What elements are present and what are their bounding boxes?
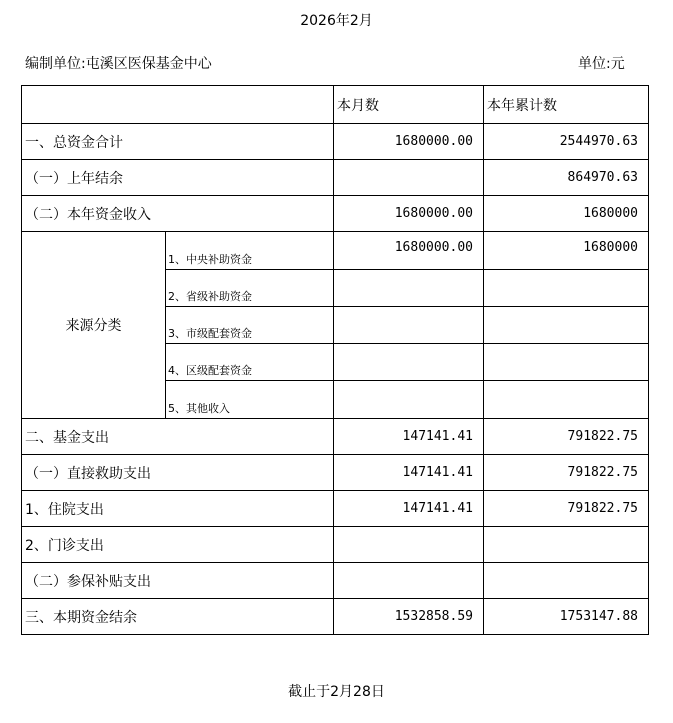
header-year: 本年累计数 — [484, 86, 649, 124]
table-row — [22, 419, 649, 455]
row-month: 1680000.00 — [334, 124, 484, 160]
row-month — [334, 563, 484, 599]
row-month — [334, 160, 484, 196]
row-year: 791822.75 — [484, 419, 649, 455]
source-label: 4、区级配套资金 — [166, 344, 334, 381]
table-row — [22, 527, 649, 563]
fund-report-table — [21, 85, 649, 635]
source-label: 3、市级配套资金 — [166, 307, 334, 344]
table-row — [22, 491, 649, 527]
row-year: 1753147.88 — [484, 599, 649, 635]
row-year — [484, 527, 649, 563]
row-month: 147141.41 — [334, 491, 484, 527]
report-title: 2026年2月 — [300, 13, 373, 29]
row-label: （一）直接救助支出 — [22, 455, 334, 491]
compiling-unit: 编制单位:屯溪区医保基金中心 — [25, 56, 212, 72]
row-month: 147141.41 — [334, 419, 484, 455]
row-year: 1680000 — [484, 196, 649, 232]
source-year — [484, 344, 649, 381]
table-header-row — [22, 86, 649, 124]
source-month — [334, 307, 484, 344]
row-label: 二、基金支出 — [22, 419, 334, 455]
row-label: 一、总资金合计 — [22, 124, 334, 160]
row-year: 791822.75 — [484, 491, 649, 527]
source-year — [484, 270, 649, 307]
row-year: 2544970.63 — [484, 124, 649, 160]
source-label: 2、省级补助资金 — [166, 270, 334, 307]
row-label: 三、本期资金结余 — [22, 599, 334, 635]
row-label: （二）参保补贴支出 — [22, 563, 334, 599]
row-year: 791822.75 — [484, 455, 649, 491]
row-label: （二）本年资金收入 — [22, 196, 334, 232]
source-year — [484, 307, 649, 344]
source-month: 1680000.00 — [334, 232, 484, 270]
row-year: 864970.63 — [484, 160, 649, 196]
row-label: 1、住院支出 — [22, 491, 334, 527]
header-blank-cell — [22, 86, 334, 124]
table-row — [22, 232, 649, 270]
table-row — [22, 196, 649, 232]
source-year: 1680000 — [484, 232, 649, 270]
table-row — [22, 160, 649, 196]
source-month — [334, 344, 484, 381]
table-row — [22, 124, 649, 160]
source-label: 5、其他收入 — [166, 381, 334, 419]
cutoff-date: 截止于2月28日 — [288, 684, 385, 700]
row-label: 2、门诊支出 — [22, 527, 334, 563]
source-month — [334, 381, 484, 419]
row-month: 1532858.59 — [334, 599, 484, 635]
header-month: 本月数 — [334, 86, 484, 124]
row-month: 147141.41 — [334, 455, 484, 491]
table-row — [22, 563, 649, 599]
table-row — [22, 599, 649, 635]
currency-unit: 单位:元 — [578, 56, 625, 72]
row-month — [334, 527, 484, 563]
row-label: （一）上年结余 — [22, 160, 334, 196]
table-row — [22, 455, 649, 491]
source-category-label: 来源分类 — [22, 232, 166, 419]
row-month: 1680000.00 — [334, 196, 484, 232]
source-label: 1、中央补助资金 — [166, 232, 334, 270]
source-month — [334, 270, 484, 307]
source-year — [484, 381, 649, 419]
row-year — [484, 563, 649, 599]
